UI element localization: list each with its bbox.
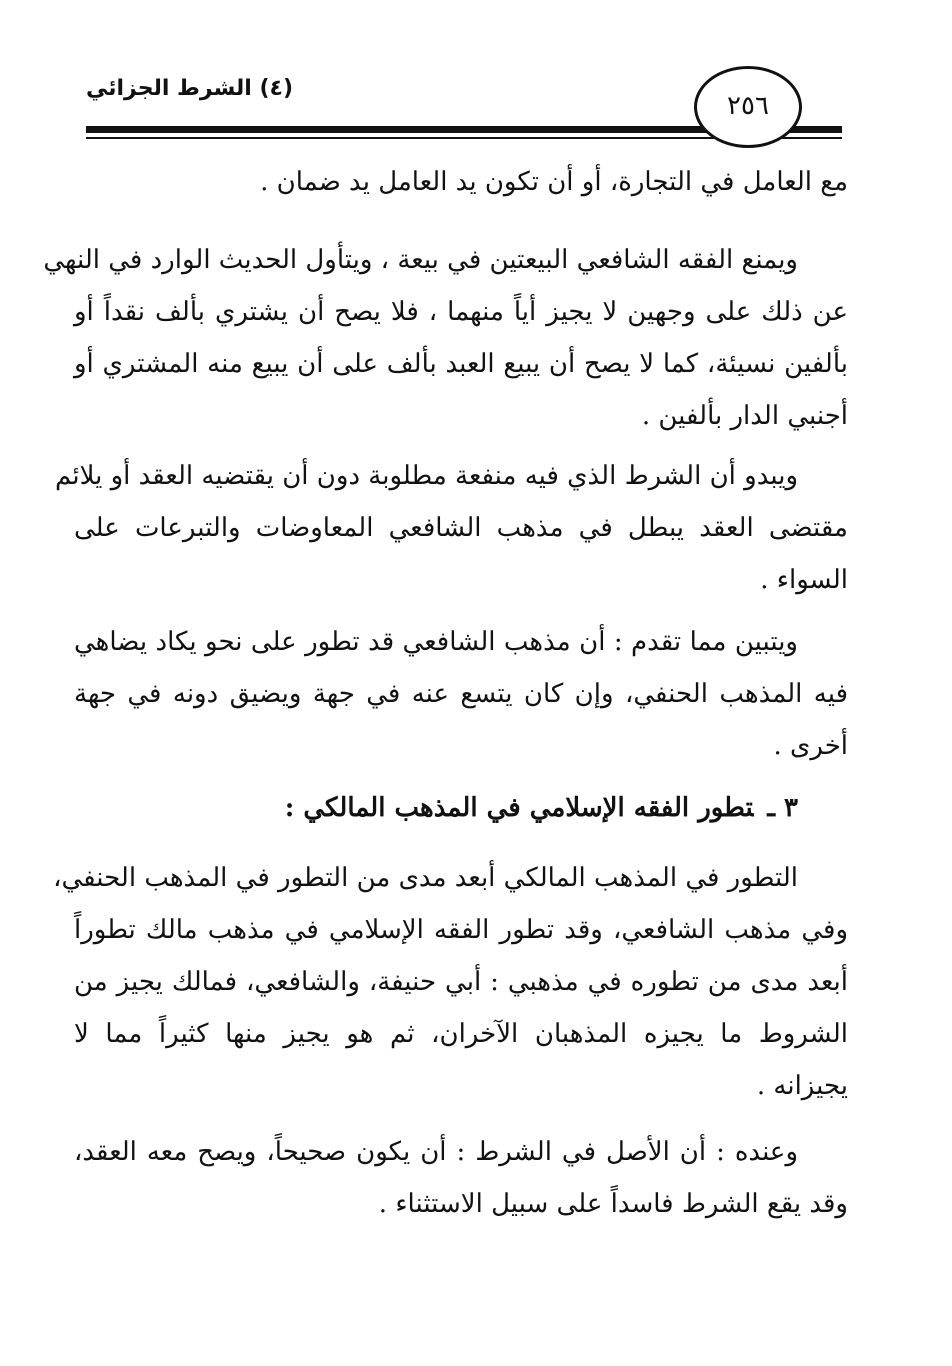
text-line: ويبدو أن الشرط الذي فيه منفعة مطلوبة دون أن يقتضيه العقد أو يلائم <box>55 461 798 491</box>
running-title: (٤) الشرط الجزائي <box>86 76 293 101</box>
text-line: وقد يقع الشرط فاسداً على سبيل الاستثناء . <box>378 1189 848 1219</box>
section-heading <box>74 782 848 834</box>
paragraph-6 <box>74 1126 848 1230</box>
text-line: مع العامل في التجارة، أو أن تكون يد العامل يد ضمان . <box>260 167 848 197</box>
text-line: فيه المذهب الحنفي، وإن كان يتسع عنه في جهة ويضيق دونه في جهة <box>74 679 848 709</box>
paragraph-2 <box>43 234 848 442</box>
text-line: وفي مذهب الشافعي، وقد تطور الفقه الإسلامي في مذهب مالك تطوراً <box>74 915 848 945</box>
text-line: ويمنع الفقه الشافعي البيعتين في بيعة ، ويتأول الحديث الوارد في النهي <box>43 245 798 275</box>
text-line: التطور في المذهب المالكي أبعد مدى من التطور في المذهب الحنفي، <box>53 863 798 893</box>
text-line: الشروط ما يجيزه المذهبان الآخران، ثم هو يجيز منها كثيراً مما لا <box>74 1019 848 1049</box>
text-line: عن ذلك على وجهين لا يجيز أياً منهما ، فلا يصح أن يشتري بألف نقداً أو <box>74 297 848 327</box>
text-line: أجنبي الدار بألفين . <box>641 401 848 431</box>
paragraph-5 <box>53 852 848 1112</box>
text-line: وعنده : أن الأصل في الشرط : أن يكون صحيحاً، ويصح معه العقد، <box>74 1137 798 1167</box>
paragraph-1 <box>74 156 848 208</box>
section-title: تطور الفقه الإسلامي في المذهب المالكي : <box>284 793 754 823</box>
paragraph-4 <box>74 616 848 772</box>
text-line: يجيزانه . <box>756 1071 848 1101</box>
text-line: ويتبين مما تقدم : أن مذهب الشافعي قد تطور على نحو يكاد يضاهي <box>74 627 798 657</box>
page-number: ٢٥٦ <box>727 91 769 121</box>
section-heading-line <box>74 782 848 834</box>
paragraph-3 <box>55 450 848 606</box>
text-line: أبعد مدى من تطوره في مذهبي : أبي حنيفة، والشافعي، فمالك يجيز من <box>74 967 848 997</box>
page-number-oval <box>694 66 802 148</box>
text-line: مقتضى العقد يبطل في مذهب الشافعي المعاوضات والتبرعات على <box>74 513 848 543</box>
text-line: بألفين نسيئة، كما لا يصح أن يبيع العبد بألف على أن يبيع منه المشتري أو <box>74 349 848 379</box>
text-line: السواء . <box>760 565 848 595</box>
section-number: ٣ ـ <box>767 793 798 823</box>
text-line: أخرى . <box>773 731 848 761</box>
